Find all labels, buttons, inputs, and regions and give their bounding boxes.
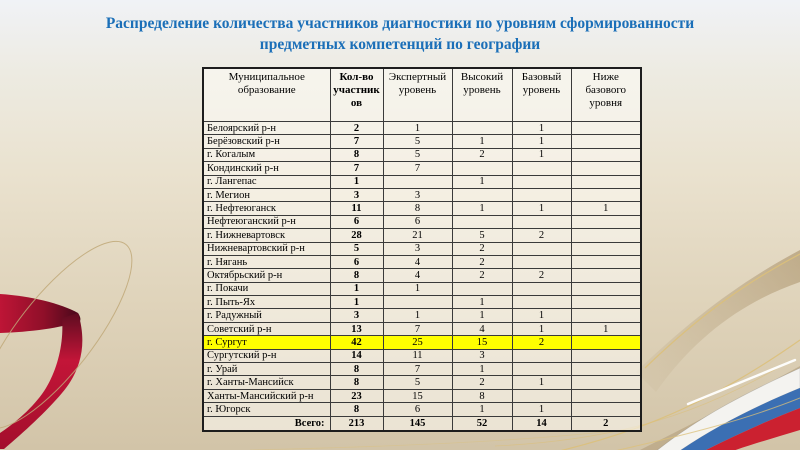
- value-cell: 7: [383, 322, 452, 335]
- total-value-cell: 2: [571, 416, 641, 431]
- value-cell: [571, 255, 641, 268]
- value-cell: 23: [330, 389, 383, 402]
- value-cell: [571, 296, 641, 309]
- table-row: [203, 242, 641, 255]
- municipality-cell: г. Ханты-Мансийск: [203, 376, 330, 389]
- value-cell: [512, 215, 571, 228]
- value-cell: 11: [330, 202, 383, 215]
- value-cell: [383, 296, 452, 309]
- value-cell: 13: [330, 322, 383, 335]
- title-line-2: предметных компетенций по географии: [259, 35, 541, 53]
- value-cell: 5: [383, 376, 452, 389]
- value-cell: 2: [330, 122, 383, 135]
- slide-title: [0, 14, 800, 56]
- municipality-cell: г. Когалым: [203, 148, 330, 161]
- value-cell: 3: [330, 188, 383, 201]
- table-row: [203, 309, 641, 322]
- table-row: [203, 269, 641, 282]
- municipality-cell: Берёзовский р-н: [203, 135, 330, 148]
- value-cell: 4: [383, 269, 452, 282]
- municipality-cell: Кондинский р-н: [203, 162, 330, 175]
- value-cell: 5: [330, 242, 383, 255]
- value-cell: 15: [383, 389, 452, 402]
- total-value-cell: 213: [330, 416, 383, 431]
- municipality-cell: г. Мегион: [203, 188, 330, 201]
- value-cell: 1: [512, 376, 571, 389]
- column-header: Ниже базового уровня: [571, 68, 641, 122]
- value-cell: [571, 376, 641, 389]
- russian-flag-ribbon: [655, 368, 800, 450]
- value-cell: 5: [383, 135, 452, 148]
- value-cell: [512, 389, 571, 402]
- column-header: Кол-во участников: [330, 68, 383, 122]
- value-cell: 1: [383, 122, 452, 135]
- table-row: [203, 376, 641, 389]
- value-cell: 2: [452, 376, 512, 389]
- total-row: [203, 416, 641, 431]
- municipality-cell: Нижневартовский р-н: [203, 242, 330, 255]
- municipality-cell: г. Лангепас: [203, 175, 330, 188]
- value-cell: [512, 188, 571, 201]
- value-cell: 8: [330, 363, 383, 376]
- value-cell: 1: [330, 282, 383, 295]
- municipality-cell: г. Нефтеюганск: [203, 202, 330, 215]
- value-cell: [571, 309, 641, 322]
- value-cell: 1: [383, 309, 452, 322]
- value-cell: 1: [452, 202, 512, 215]
- table-row: [203, 322, 641, 335]
- value-cell: 1: [383, 282, 452, 295]
- table-row: [203, 175, 641, 188]
- red-ribbon: [0, 294, 82, 449]
- value-cell: 1: [512, 148, 571, 161]
- value-cell: 3: [330, 309, 383, 322]
- municipality-cell: г. Нягань: [203, 255, 330, 268]
- value-cell: [452, 188, 512, 201]
- value-cell: [571, 229, 641, 242]
- value-cell: 1: [571, 202, 641, 215]
- total-value-cell: 14: [512, 416, 571, 431]
- municipality-cell: Октябрьский р-н: [203, 269, 330, 282]
- value-cell: [571, 242, 641, 255]
- value-cell: 5: [452, 229, 512, 242]
- value-cell: 2: [452, 148, 512, 161]
- value-cell: 3: [383, 242, 452, 255]
- value-cell: 25: [383, 336, 452, 349]
- value-cell: [512, 242, 571, 255]
- value-cell: 6: [383, 215, 452, 228]
- table-row: [203, 229, 641, 242]
- value-cell: 42: [330, 336, 383, 349]
- table-row: [203, 349, 641, 362]
- value-cell: 1: [452, 296, 512, 309]
- value-cell: [452, 122, 512, 135]
- table-row: [203, 188, 641, 201]
- table-row: [203, 162, 641, 175]
- value-cell: [571, 403, 641, 416]
- value-cell: 1: [512, 122, 571, 135]
- value-cell: [512, 349, 571, 362]
- value-cell: [571, 162, 641, 175]
- total-value-cell: 52: [452, 416, 512, 431]
- value-cell: 6: [330, 255, 383, 268]
- value-cell: 3: [452, 349, 512, 362]
- table-row: [203, 148, 641, 161]
- value-cell: 1: [452, 363, 512, 376]
- column-header: Базовый уровень: [512, 68, 571, 122]
- value-cell: 7: [330, 135, 383, 148]
- value-cell: 28: [330, 229, 383, 242]
- value-cell: 1: [452, 309, 512, 322]
- column-header: Высокий уровень: [452, 68, 512, 122]
- value-cell: 2: [452, 255, 512, 268]
- value-cell: 2: [512, 229, 571, 242]
- table-row: [203, 282, 641, 295]
- municipality-cell: Советский р-н: [203, 322, 330, 335]
- value-cell: [452, 282, 512, 295]
- value-cell: 1: [452, 135, 512, 148]
- value-cell: [571, 336, 641, 349]
- value-cell: [452, 162, 512, 175]
- table-row: [203, 135, 641, 148]
- column-header: Муниципальное образование: [203, 68, 330, 122]
- value-cell: 1: [512, 309, 571, 322]
- municipality-cell: Ханты-Мансийский р-н: [203, 389, 330, 402]
- value-cell: 2: [452, 242, 512, 255]
- municipality-cell: г. Сургут: [203, 336, 330, 349]
- tan-swoosh: [636, 250, 800, 392]
- municipality-cell: Сургутский р-н: [203, 349, 330, 362]
- value-cell: 2: [512, 336, 571, 349]
- municipality-cell: г. Югорск: [203, 403, 330, 416]
- table-row: [203, 202, 641, 215]
- municipality-cell: г. Радужный: [203, 309, 330, 322]
- value-cell: [571, 363, 641, 376]
- value-cell: 3: [383, 188, 452, 201]
- value-cell: [571, 148, 641, 161]
- value-cell: [512, 363, 571, 376]
- table-row: [203, 255, 641, 268]
- municipality-cell: г. Пыть-Ях: [203, 296, 330, 309]
- table-row: [203, 389, 641, 402]
- value-cell: [571, 135, 641, 148]
- value-cell: [512, 175, 571, 188]
- value-cell: [452, 215, 512, 228]
- value-cell: [571, 175, 641, 188]
- municipality-cell: Белоярский р-н: [203, 122, 330, 135]
- header-row: [203, 68, 641, 122]
- value-cell: 4: [383, 255, 452, 268]
- value-cell: 14: [330, 349, 383, 362]
- municipality-cell: г. Покачи: [203, 282, 330, 295]
- value-cell: 7: [330, 162, 383, 175]
- column-header: Экспертный уровень: [383, 68, 452, 122]
- value-cell: 2: [512, 269, 571, 282]
- municipality-cell: г. Нижневартовск: [203, 229, 330, 242]
- value-cell: [383, 175, 452, 188]
- value-cell: 1: [330, 296, 383, 309]
- value-cell: 11: [383, 349, 452, 362]
- value-cell: [512, 255, 571, 268]
- value-cell: 2: [452, 269, 512, 282]
- value-cell: 7: [383, 162, 452, 175]
- results-table: [202, 67, 642, 432]
- value-cell: 1: [452, 175, 512, 188]
- value-cell: 21: [383, 229, 452, 242]
- value-cell: [571, 282, 641, 295]
- value-cell: 1: [330, 175, 383, 188]
- value-cell: 1: [571, 322, 641, 335]
- value-cell: 8: [330, 376, 383, 389]
- municipality-cell: г. Урай: [203, 363, 330, 376]
- total-value-cell: 145: [383, 416, 452, 431]
- value-cell: [571, 215, 641, 228]
- municipality-cell: Нефтеюганский р-н: [203, 215, 330, 228]
- value-cell: [512, 282, 571, 295]
- value-cell: 6: [330, 215, 383, 228]
- value-cell: [512, 296, 571, 309]
- value-cell: 15: [452, 336, 512, 349]
- value-cell: 8: [330, 269, 383, 282]
- value-cell: 8: [452, 389, 512, 402]
- value-cell: [571, 389, 641, 402]
- value-cell: [571, 269, 641, 282]
- table-row: [203, 296, 641, 309]
- table-row: [203, 122, 641, 135]
- value-cell: 1: [512, 322, 571, 335]
- value-cell: 5: [383, 148, 452, 161]
- value-cell: 8: [383, 202, 452, 215]
- value-cell: 4: [452, 322, 512, 335]
- value-cell: 8: [330, 403, 383, 416]
- title-line-1: Распределение количества участников диагностики по уровням сформированности: [105, 15, 695, 32]
- value-cell: [571, 349, 641, 362]
- table-row: [203, 363, 641, 376]
- table-row: [203, 403, 641, 416]
- table-row: [203, 215, 641, 228]
- value-cell: 1: [452, 403, 512, 416]
- table-body: [203, 122, 641, 432]
- value-cell: [571, 188, 641, 201]
- total-label-cell: Всего:: [203, 416, 330, 431]
- value-cell: [512, 162, 571, 175]
- value-cell: 1: [512, 135, 571, 148]
- table-row: [203, 336, 641, 349]
- value-cell: [571, 122, 641, 135]
- value-cell: 8: [330, 148, 383, 161]
- value-cell: 7: [383, 363, 452, 376]
- value-cell: 6: [383, 403, 452, 416]
- value-cell: 1: [512, 403, 571, 416]
- value-cell: 1: [512, 202, 571, 215]
